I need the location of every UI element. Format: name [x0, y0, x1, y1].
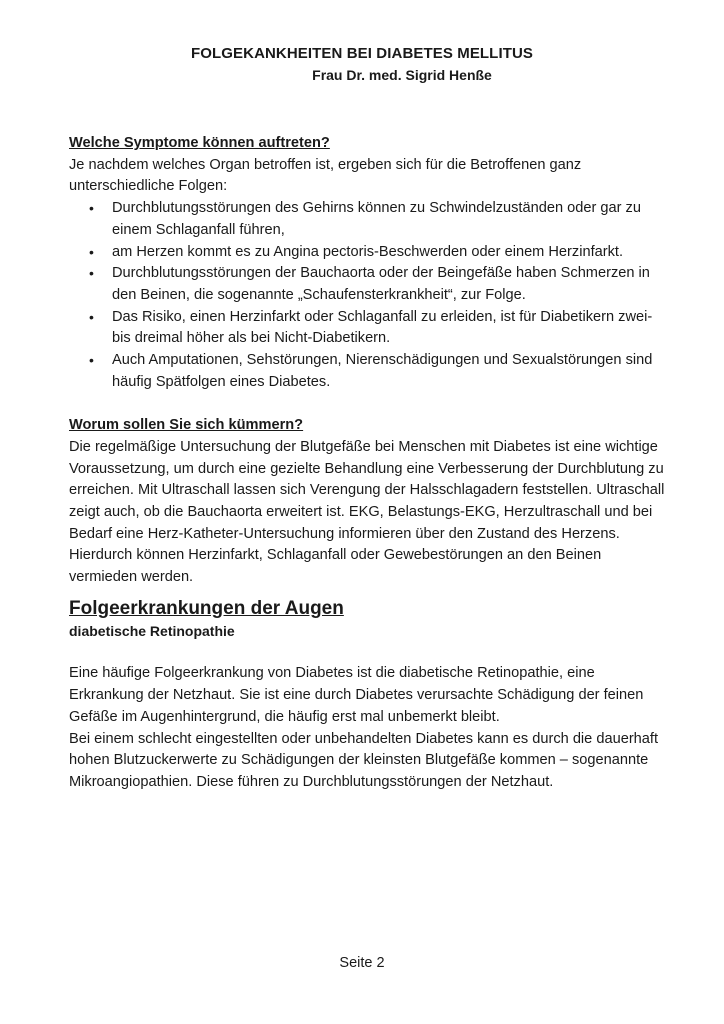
list-item: • Das Risiko, einen Herzinfarkt oder Schlaganfall zu erleiden, ist für Diabetikern zwei- bis dreimal höher als bei Nicht-Diabetikern. — [112, 307, 665, 350]
symptoms-list — [69, 198, 665, 393]
symptoms-intro: Je nachdem welches Organ betroffen ist, ergeben sich für die Betroffenen ganz unterschiedliche Folgen: — [69, 156, 582, 195]
page-content — [69, 133, 665, 794]
page-number: Seite 2 — [339, 955, 385, 971]
eyes-subheading: diabetische Retinopathie — [69, 622, 235, 639]
list-item: • Durchblutungsstörungen der Bauchaorta oder der Beingefäße haben Schmerzen in den Beinen, die sogenannte „Schaufensterkrankheit“, zur Folge. — [112, 263, 665, 306]
eyes-paragraph: Bei einem schlecht eingestellten oder unbehandelten Diabetes kann es durch die dauerhaft hohen Blutzuckerwerte zu Schädigungen der kleinsten Blutgefäße kommen – sogenannte Mikroangiopathien. Diese führen zu Durchblutungsstörungen der Netzhaut. — [69, 730, 659, 790]
list-item: • am Herzen kommt es zu Angina pectoris-Beschwerden oder einem Herzinfarkt. — [112, 242, 665, 264]
symptoms-heading: Welche Symptome können auftreten? — [69, 135, 330, 151]
document-author: Frau Dr. med. Sigrid Henße — [312, 67, 492, 83]
care-paragraph: Hierdurch können Herzinfarkt, Schlaganfall oder Gewebestörungen an den Beinen vermieden werden. — [69, 547, 602, 586]
document-title: FOLGEKANKHEITEN BEI DIABETES MELLITUS — [190, 45, 534, 62]
list-item: • Durchblutungsstörungen des Gehirns können zu Schwindelzuständen oder gar zu einem Schlaganfall führen, — [112, 198, 665, 241]
eyes-heading: Folgeerkrankungen der Augen — [69, 597, 344, 619]
care-heading: Worum sollen Sie sich kümmern? — [69, 417, 304, 434]
eyes-paragraph: Eine häufige Folgeerkrankung von Diabetes ist die diabetische Retinopathie, eine Erkrankung der Netzhaut. Sie ist eine durch Diabetes verursachte Schädigung der feinen Gefäße im Augenhintergrund, die häufig erst mal unbemerkt bleibt. — [69, 665, 644, 725]
list-item: • Auch Amputationen, Sehstörungen, Nierenschädigungen und Sexualstörungen sind häufig Spätfolgen eines Diabetes. — [112, 350, 665, 393]
care-paragraph: Die regelmäßige Untersuchung der Blutgefäße bei Menschen mit Diabetes ist eine wichtige Voraussetzung, um durch eine gezielte Behandlung eine Verbesserung der Durchblutung zu erreichen. Mit Ultraschall lassen sich Verengung der Halsschlagadern feststellen. Ultraschall zeigt auch, ob die Bauchaorta erweitert ist. EKG, Belastungs-EKG, Herzultraschall und bei Bedarf eine Herz-Katheter-Untersuchung informieren über den Zustand des Herzens. — [69, 438, 665, 542]
